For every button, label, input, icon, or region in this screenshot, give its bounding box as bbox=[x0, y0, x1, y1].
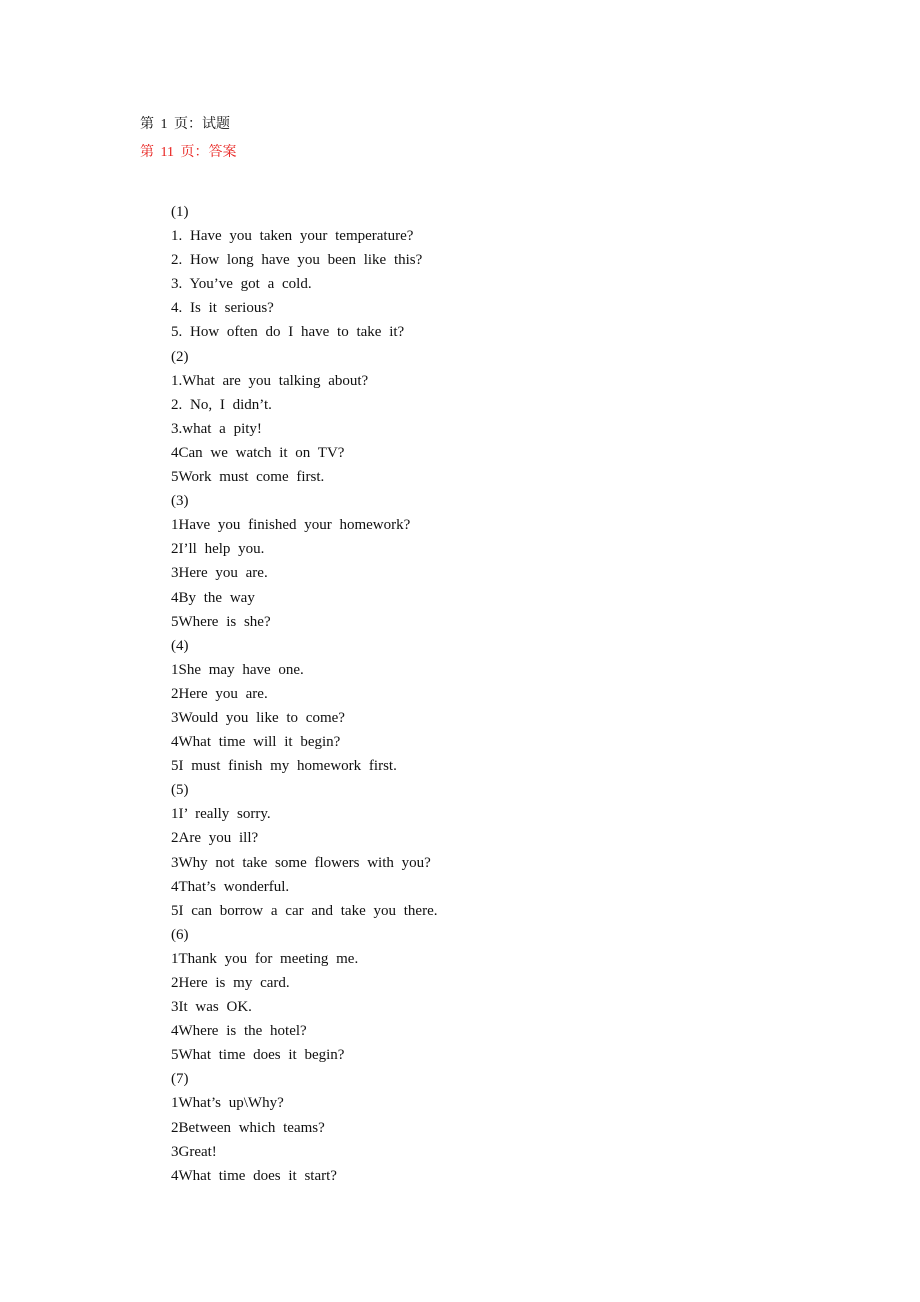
answer-item: 3Great! bbox=[171, 1143, 217, 1160]
answer-item: 3. You’ve got a cold. bbox=[171, 276, 312, 293]
answer-item: 3Would you like to come? bbox=[171, 709, 345, 726]
answer-item: 2Are you ill? bbox=[171, 830, 259, 847]
answer-item: 4That’s wonderful. bbox=[171, 878, 290, 895]
answer-item: 3Why not take some flowers with you? bbox=[171, 854, 431, 871]
section-heading: (7) bbox=[171, 1071, 189, 1088]
answer-item: 2Between which teams? bbox=[171, 1119, 325, 1136]
answer-item: 2Here you are. bbox=[171, 685, 268, 702]
answer-list bbox=[171, 200, 871, 1188]
answer-item: 1.What are you talking about? bbox=[171, 372, 369, 389]
answer-item: 5Work must come first. bbox=[171, 469, 325, 486]
answer-item: 4Can we watch it on TV? bbox=[171, 444, 345, 461]
question-page-label: 第 1 页：试题 bbox=[140, 117, 230, 132]
answer-item: 4By the way bbox=[171, 589, 255, 606]
answer-item: 3Here you are. bbox=[171, 565, 268, 582]
answer-item: 1Thank you for meeting me. bbox=[171, 950, 359, 967]
answer-item: 2I’ll help you. bbox=[171, 541, 265, 558]
answer-item: 2Here is my card. bbox=[171, 975, 290, 991]
answer-item: 4What time does it start? bbox=[171, 1167, 337, 1184]
answer-item: 1She may have one. bbox=[171, 661, 304, 678]
answer-item: 2. How long have you been like this? bbox=[171, 252, 423, 269]
page-header bbox=[140, 116, 236, 162]
answer-item: 2. No, I didn’t. bbox=[171, 396, 272, 413]
answer-item: 4What time will it begin? bbox=[171, 734, 341, 751]
answer-item: 3It was OK. bbox=[171, 999, 252, 1016]
answer-item: 1What’s up\Why? bbox=[171, 1095, 284, 1112]
section-heading: (3) bbox=[171, 493, 189, 510]
answer-page-link[interactable]: 第 11 页：答案 bbox=[140, 145, 237, 160]
answer-item: 5. How often do I have to take it? bbox=[171, 324, 405, 341]
section-heading: (2) bbox=[171, 348, 189, 365]
answer-item: 5What time does it begin? bbox=[171, 1047, 345, 1064]
answer-item: 1. Have you taken your temperature? bbox=[171, 228, 414, 245]
answer-item: 5I can borrow a car and take you there. bbox=[171, 902, 438, 919]
answer-item: 5I must finish my homework first. bbox=[171, 758, 397, 775]
section-heading: (5) bbox=[171, 782, 189, 799]
section-heading: (6) bbox=[171, 926, 189, 943]
answer-item: 5Where is she? bbox=[171, 613, 271, 630]
answer-item: 3.what a pity! bbox=[171, 420, 262, 437]
section-heading: (1) bbox=[171, 204, 189, 220]
answer-item: 4. Is it serious? bbox=[171, 300, 274, 317]
answer-item: 4Where is the hotel? bbox=[171, 1023, 307, 1040]
section-heading: (4) bbox=[171, 637, 189, 654]
answer-item: 1Have you finished your homework? bbox=[171, 517, 411, 534]
answer-item: 1I’ really sorry. bbox=[171, 806, 271, 823]
